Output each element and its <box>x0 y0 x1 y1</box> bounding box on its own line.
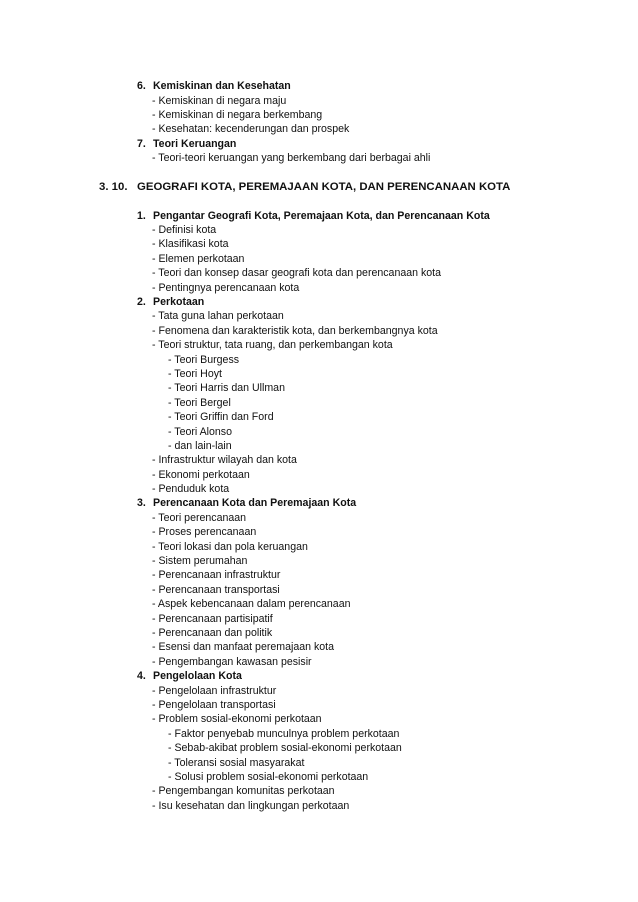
sub-item: - Pengembangan komunitas perkotaan <box>152 785 335 797</box>
section-number: 3. 10. <box>99 181 128 193</box>
sub-item: - Kemiskinan di negara maju <box>152 95 287 107</box>
sub-sub-item: - Faktor penyebab munculnya problem perkotaan <box>168 728 400 740</box>
sub-sub-item: - Solusi problem sosial-ekonomi perkotaan <box>168 771 369 783</box>
item-number: 2. <box>137 296 146 308</box>
sub-item: - Teori struktur, tata ruang, dan perkembangan kota <box>152 339 393 351</box>
sub-item: - Elemen perkotaan <box>152 253 245 265</box>
sub-item: - Definisi kota <box>152 224 217 236</box>
item-number: 3. <box>137 497 146 509</box>
sub-item: - Infrastruktur wilayah dan kota <box>152 454 297 466</box>
sub-item: - Problem sosial-ekonomi perkotaan <box>152 713 322 725</box>
sub-item: - Esensi dan manfaat peremajaan kota <box>152 641 334 653</box>
sub-item: - Tata guna lahan perkotaan <box>152 310 284 322</box>
sub-item: - Fenomena dan karakteristik kota, dan berkembangnya kota <box>152 325 438 337</box>
item-heading <box>137 79 291 93</box>
sub-item: - Kesehatan: kecenderungan dan prospek <box>152 123 350 135</box>
item-title: Pengelolaan Kota <box>153 670 242 682</box>
item-title: Perencanaan Kota dan Peremajaan Kota <box>153 497 357 509</box>
sub-item: - Teori lokasi dan pola keruangan <box>152 541 308 553</box>
sub-item: - Perencanaan infrastruktur <box>152 569 281 581</box>
section-heading <box>99 180 510 194</box>
sub-item: - Klasifikasi kota <box>152 238 229 250</box>
item-heading <box>137 295 204 309</box>
sub-sub-item: - Toleransi sosial masyarakat <box>168 757 305 769</box>
sub-item: - Perencanaan transportasi <box>152 584 280 596</box>
item-number: 7. <box>137 138 146 150</box>
item-number: 1. <box>137 210 146 222</box>
sub-sub-item: - dan lain-lain <box>168 440 232 452</box>
sub-item: - Teori-teori keruangan yang berkembang dari berbagai ahli <box>152 152 431 164</box>
sub-item: - Kemiskinan di negara berkembang <box>152 109 323 121</box>
item-title: Kemiskinan dan Kesehatan <box>153 80 291 92</box>
sub-sub-item: - Teori Burgess <box>168 354 240 366</box>
sub-item: - Isu kesehatan dan lingkungan perkotaan <box>152 800 350 812</box>
item-number: 4. <box>137 670 146 682</box>
sub-item: - Perencanaan dan politik <box>152 627 273 639</box>
item-number: 6. <box>137 80 146 92</box>
sub-sub-item: - Teori Harris dan Ullman <box>168 382 285 394</box>
sub-sub-item: - Teori Hoyt <box>168 368 222 380</box>
sub-item: - Penduduk kota <box>152 483 230 495</box>
sub-item: - Ekonomi perkotaan <box>152 469 250 481</box>
sub-item: - Aspek kebencanaan dalam perencanaan <box>152 598 351 610</box>
item-heading <box>137 669 242 683</box>
sub-item: - Perencanaan partisipatif <box>152 613 273 625</box>
sub-sub-item: - Teori Alonso <box>168 426 232 438</box>
sub-sub-item: - Teori Griffin dan Ford <box>168 411 274 423</box>
sub-item: - Teori dan konsep dasar geografi kota dan perencanaan kota <box>152 267 441 279</box>
sub-sub-item: - Sebab-akibat problem sosial-ekonomi perkotaan <box>168 742 402 754</box>
item-heading <box>137 209 490 223</box>
sub-item: - Proses perencanaan <box>152 526 257 538</box>
section-title: GEOGRAFI KOTA, PEREMAJAAN KOTA, DAN PERENCANAAN KOTA <box>137 181 511 193</box>
sub-item: - Pengembangan kawasan pesisir <box>152 656 312 668</box>
sub-item: - Sistem perumahan <box>152 555 248 567</box>
sub-item: - Teori perencanaan <box>152 512 247 524</box>
sub-item: - Pengelolaan infrastruktur <box>152 685 277 697</box>
sub-item: - Pentingnya perencanaan kota <box>152 282 300 294</box>
item-heading <box>137 496 356 510</box>
item-heading <box>137 137 236 151</box>
sub-sub-item: - Teori Bergel <box>168 397 231 409</box>
item-title: Teori Keruangan <box>153 138 237 150</box>
item-title: Perkotaan <box>153 296 205 308</box>
sub-item: - Pengelolaan transportasi <box>152 699 276 711</box>
item-title: Pengantar Geografi Kota, Peremajaan Kota, dan Perencanaan Kota <box>153 210 490 222</box>
